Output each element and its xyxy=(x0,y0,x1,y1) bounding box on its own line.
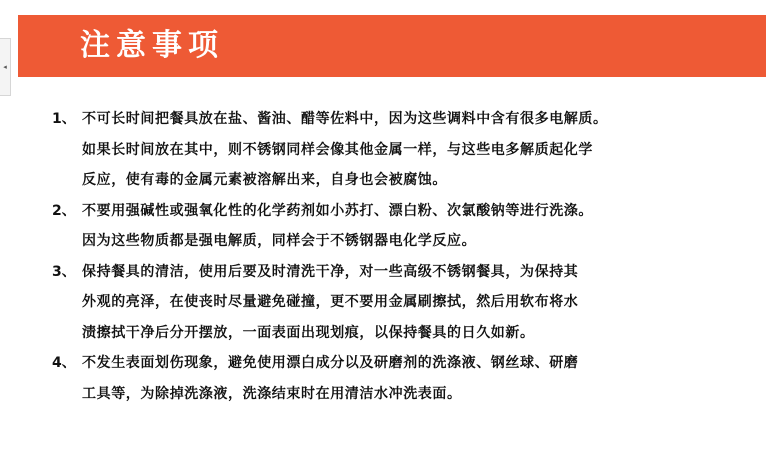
text-line: 保持餐具的清洁，使用后要及时清洗干净，对一些高级不锈钢餐具，为保持其 xyxy=(82,263,579,280)
text-line: 外观的亮泽，在使丧时尽量避免碰撞，更不要用金属刷擦拭，然后用软布将水 xyxy=(82,294,579,310)
text-line: 因为这些物质都是强电解质，同样会于不锈钢器电化学反应。 xyxy=(82,233,477,249)
list-item xyxy=(52,196,752,257)
list-item-number: 4、 xyxy=(52,355,76,371)
page-title: 注意事项 xyxy=(80,28,224,63)
list-item-number: 2、 xyxy=(52,202,76,219)
list-item-text xyxy=(82,257,752,349)
header-banner xyxy=(18,15,766,77)
text-line: 不要用强碱性或强氧化性的化学药剂如小苏打、漂白粉、次氯酸钠等进行洗涤。 xyxy=(82,202,593,219)
list-item xyxy=(52,104,752,196)
text-line: 不发生表面划伤现象，避免使用漂白成分以及研磨剂的洗涤液、钢丝球、研磨 xyxy=(82,355,579,371)
list-item-number: 1、 xyxy=(52,111,76,127)
list-item xyxy=(52,257,752,349)
text-line: 不可长时间把餐具放在盐、酱油、醋等佐料中，因为这些调料中含有很多电解质。 xyxy=(82,111,608,127)
text-line: 工具等，为除掉洗涤液，洗涤结束时在用清洁水冲洗表面。 xyxy=(82,385,462,402)
list-item-text xyxy=(82,104,752,196)
list-item xyxy=(52,348,752,409)
list-item-text xyxy=(82,348,752,409)
collapse-panel-tab[interactable] xyxy=(0,38,11,96)
list-item-text xyxy=(82,196,752,257)
text-line: 反应，使有毒的金属元素被溶解出来，自身也会被腐蚀。 xyxy=(82,172,447,188)
text-line: 渍擦拭干净后分开摆放，一面表面出现划痕，以保持餐具的日久如新。 xyxy=(82,324,535,341)
list-item-number: 3、 xyxy=(52,263,76,280)
notes-list xyxy=(52,104,752,409)
text-line: 如果长时间放在其中，则不锈钢同样会像其他金属一样，与这些电多解质起化学 xyxy=(82,141,593,158)
chevron-left-icon: ◂ xyxy=(3,62,7,71)
